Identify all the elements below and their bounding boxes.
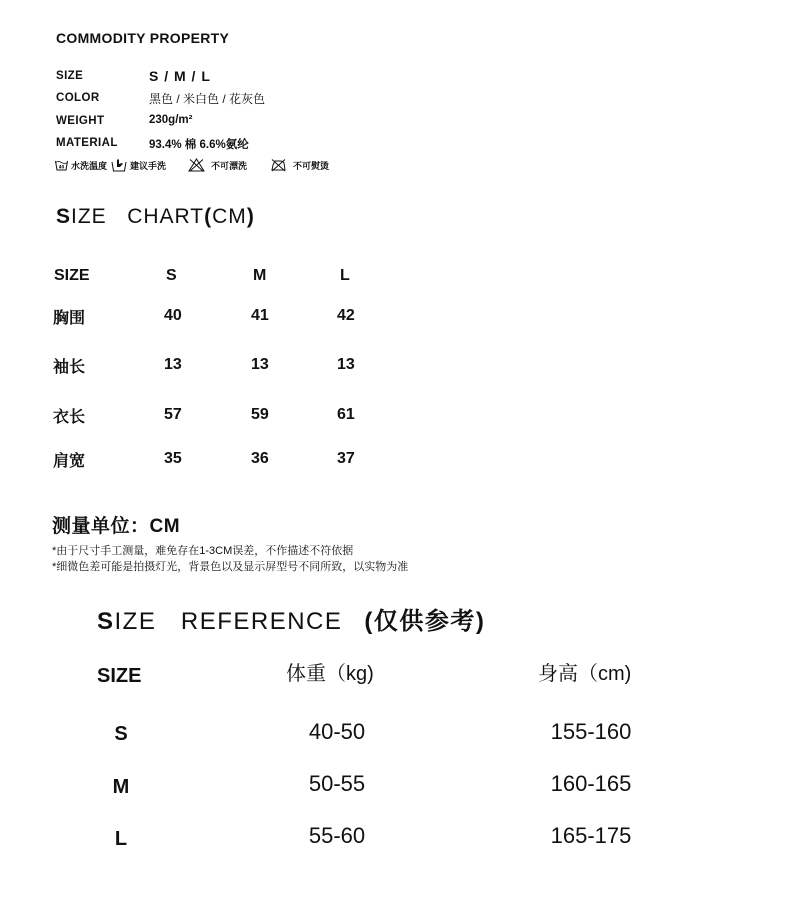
size-chart-header-s: S (166, 267, 177, 284)
care-no-iron (270, 157, 329, 173)
size-chart-cell: 57 (164, 406, 182, 423)
size-chart-header-l: L (340, 267, 350, 284)
measurement-unit-title: 测量单位：CM (52, 516, 181, 537)
svg-text:40: 40 (58, 164, 65, 170)
size-reference-title (97, 601, 485, 636)
size-reference-weight: 55-60 (308, 823, 366, 848)
size-chart-cell: 13 (164, 356, 182, 373)
no-iron-icon (270, 158, 290, 172)
size-reference-height: 155-160 (550, 719, 632, 744)
title-unit: CM (212, 205, 247, 228)
title-initial: S (56, 205, 72, 228)
size-reference-header-size: SIZE (97, 665, 142, 687)
size-reference-height: 165-175 (550, 823, 632, 848)
size-chart-cell: 13 (337, 356, 355, 373)
size-reference-height: 160-165 (550, 771, 632, 796)
material-label: MATERIAL (56, 137, 118, 149)
wash-temperature-icon (55, 160, 71, 171)
size-chart-header-m: M (253, 267, 267, 284)
care-hand-wash (111, 157, 166, 173)
size-chart-header-size: SIZE (54, 267, 90, 284)
size-chart-title (56, 205, 255, 229)
size-chart-cell: 37 (337, 450, 355, 467)
commodity-property-title: COMMODITY PROPERTY (56, 30, 230, 46)
size-reference-header-weight: 体重（kg) (286, 663, 374, 685)
size-chart-row-label: 胸围 (53, 310, 86, 327)
color-value: 黑色 / 米白色 / 花灰色 (149, 92, 266, 106)
size-chart-cell: 42 (337, 307, 355, 324)
size-value: S / M / L (149, 68, 211, 84)
size-reference-weight: 40-50 (308, 719, 366, 744)
title-rest: IZE REFERENCE (114, 608, 343, 635)
size-label: SIZE (56, 70, 84, 82)
title-note: (仅供参考) (364, 608, 486, 635)
weight-value: 230g/m² (149, 114, 193, 126)
title-rest: IZE CHART (71, 205, 205, 228)
size-reference-size: S (114, 723, 128, 745)
material-value: 93.4% 棉 6.6%氨纶 (149, 139, 249, 151)
size-chart-cell: 36 (251, 450, 269, 467)
care-no-bleach (188, 157, 247, 173)
size-reference-size: M (112, 776, 130, 798)
title-paren-open: ( (204, 205, 213, 228)
care-label: 不可漂洗 (211, 160, 248, 171)
size-chart-cell: 41 (251, 307, 269, 324)
size-chart-cell: 61 (337, 406, 355, 423)
size-chart-cell: 35 (164, 450, 182, 467)
weight-label: WEIGHT (56, 115, 105, 127)
title-initial: S (97, 608, 115, 635)
size-chart-cell: 40 (164, 307, 182, 324)
no-bleach-icon (188, 158, 208, 172)
size-chart-cell: 59 (251, 406, 269, 423)
size-reference-weight: 50-55 (308, 771, 366, 796)
size-chart-row-label: 肩宽 (53, 453, 86, 470)
size-reference-size: L (114, 828, 128, 850)
care-label: 不可熨烫 (293, 160, 330, 171)
color-label: COLOR (56, 92, 100, 104)
measurement-note: *细微色差可能是拍摄灯光，背景色以及显示屏型号不同所致，以实物为准 (52, 561, 409, 573)
care-label: 水洗温度 (71, 160, 108, 171)
title-paren-close: ) (246, 205, 255, 228)
hand-wash-icon (111, 158, 130, 172)
care-wash-temperature (55, 157, 107, 173)
size-reference-header-height: 身高（cm) (538, 663, 632, 685)
size-chart-cell: 13 (251, 356, 269, 373)
size-chart-row-label: 衣长 (53, 409, 86, 426)
care-label: 建议手洗 (130, 160, 167, 171)
size-chart-row-label: 袖长 (53, 359, 86, 376)
measurement-note: *由于尺寸手工测量，难免存在1-3CM误差，不作描述不符依据 (52, 545, 354, 557)
